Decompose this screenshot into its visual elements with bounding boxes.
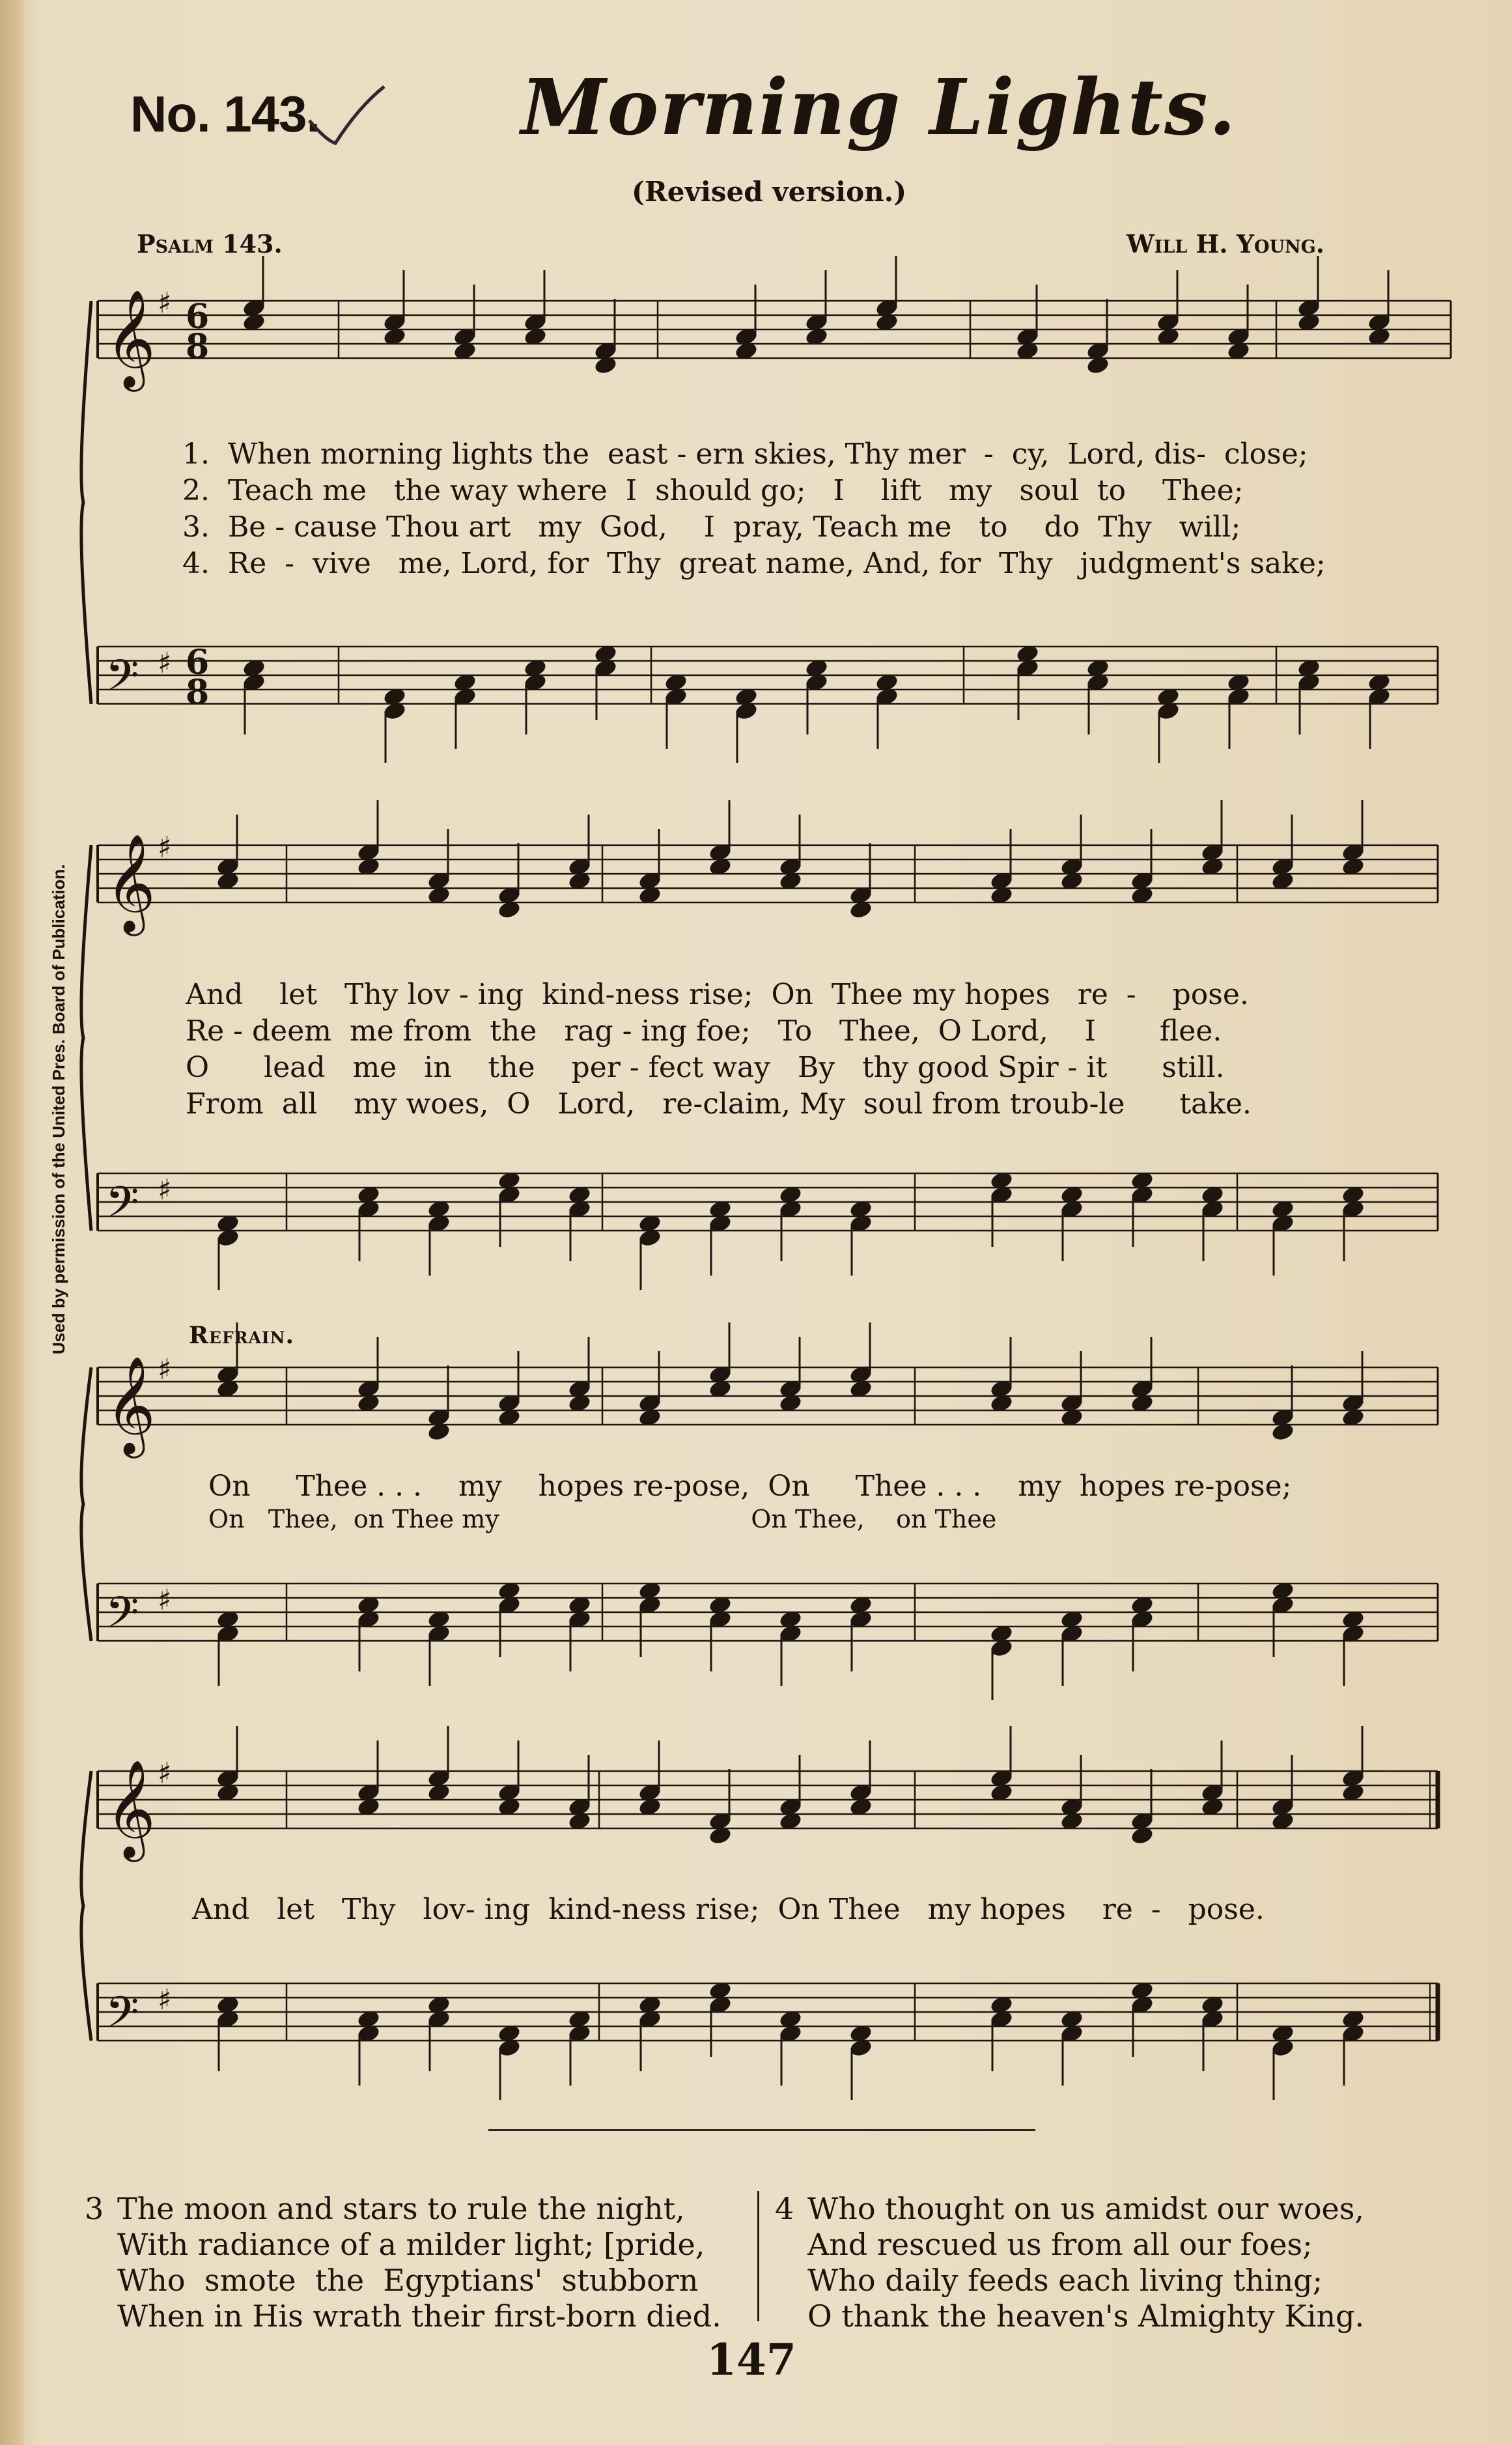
system-brace [81, 1771, 91, 2041]
key-signature-sharp-icon: ♯ [158, 1353, 172, 1386]
verse-4-line-a: 4. Re - vive me, Lord, for Thy great name, And, for Thy judgment's sake; [182, 547, 1326, 580]
bass-clef-icon: 𝄢 [105, 650, 139, 711]
hymn-title: Morning Lights. [521, 62, 1237, 152]
stanza-4-number: 4 [775, 2191, 794, 2226]
verse-1-line-a: 1. When morning lights the east - ern skies, Thy mer - cy, Lord, dis- close; [182, 438, 1308, 471]
treble-clef-icon: 𝄞 [105, 1759, 156, 1858]
key-signature-sharp-icon: ♯ [158, 1584, 172, 1617]
verse-1-line-b: And let Thy lov - ing kind-ness rise; On Thee my hopes re - pose. [186, 978, 1249, 1011]
verse-2-line-a: 2. Teach me the way where I should go; I lift my soul to Thee; [182, 474, 1244, 507]
stanza-3-line-3: Who smote the Egyptians' stubborn [117, 2263, 699, 2298]
key-signature-sharp-icon: ♯ [158, 1173, 172, 1207]
refrain-lyrics-lower: On Thee, on Thee my On Thee, on Thee [208, 1505, 997, 1533]
treble-clef-icon: 𝄞 [105, 1355, 156, 1454]
key-signature-sharp-icon: ♯ [158, 647, 172, 680]
stanza-4-line-4: O thank the heaven's Almighty King. [807, 2298, 1365, 2334]
stanza-3-line-1: The moon and stars to rule the night, [117, 2191, 685, 2226]
treble-clef-icon: 𝄞 [105, 833, 156, 932]
stanza-3-line-2: With radiance of a milder light; [pride, [117, 2227, 705, 2262]
system-brace [81, 1367, 91, 1641]
stanza-3-number: 3 [85, 2191, 104, 2226]
stanza-3-line-4: When in His wrath their first-born died. [117, 2298, 721, 2334]
closing-lyrics: And let Thy lov- ing kind-ness rise; On Thee my hopes re - pose. [192, 1893, 1265, 1926]
stanza-separator [757, 2191, 759, 2321]
bass-clef-icon: 𝄢 [105, 1587, 139, 1648]
key-signature-sharp-icon: ♯ [158, 286, 172, 320]
bass-clef-icon: 𝄢 [105, 1177, 139, 1238]
verse-4-line-b: From all my woes, O Lord, re-claim, My soul from troub-le take. [186, 1087, 1252, 1121]
hymn-subtitle: (Revised version.) [632, 176, 907, 208]
key-signature-sharp-icon: ♯ [158, 1983, 172, 2017]
text-source: Psalm 143. [137, 229, 283, 258]
permission-credit: Used by permission of the United Pres. Board of Publication. [49, 864, 68, 1354]
time-signature-bottom: 8 [186, 327, 210, 367]
time-signature-top: 6 [186, 297, 210, 337]
composer-credit: Will H. Young. [1127, 229, 1325, 258]
stanza-4-line-2: And rescued us from all our foes; [807, 2227, 1313, 2262]
verse-2-line-b: Re - deem me from the rag - ing foe; To Thee, O Lord, I flee. [186, 1014, 1222, 1048]
section-divider [488, 2129, 1035, 2131]
key-signature-sharp-icon: ♯ [158, 831, 172, 864]
key-signature-sharp-icon: ♯ [158, 1757, 172, 1790]
system-brace [81, 845, 91, 1231]
refrain-lyrics-upper: On Thee . . . my hopes re-pose, On Thee . . . my hopes re-pose; [208, 1470, 1292, 1503]
verse-3-line-b: O lead me in the per - fect way By thy good Spir - it still. [186, 1051, 1225, 1084]
page-number: 147 [707, 2334, 796, 2385]
stanza-4-line-1: Who thought on us amidst our woes, [807, 2191, 1364, 2226]
bass-clef-icon: 𝄢 [105, 1987, 139, 2048]
verse-3-line-a: 3. Be - cause Thou art my God, I pray, Teach me to do Thy will; [182, 510, 1241, 544]
time-signature-top: 6 [186, 643, 210, 682]
stanza-4-line-3: Who daily feeds each living thing; [807, 2263, 1323, 2298]
system-brace [81, 301, 91, 704]
refrain-label: Refrain. [189, 1322, 294, 1349]
hymn-number: No. 143. [130, 85, 320, 143]
time-signature-bottom: 8 [186, 673, 210, 712]
treble-clef-icon: 𝄞 [105, 288, 156, 387]
